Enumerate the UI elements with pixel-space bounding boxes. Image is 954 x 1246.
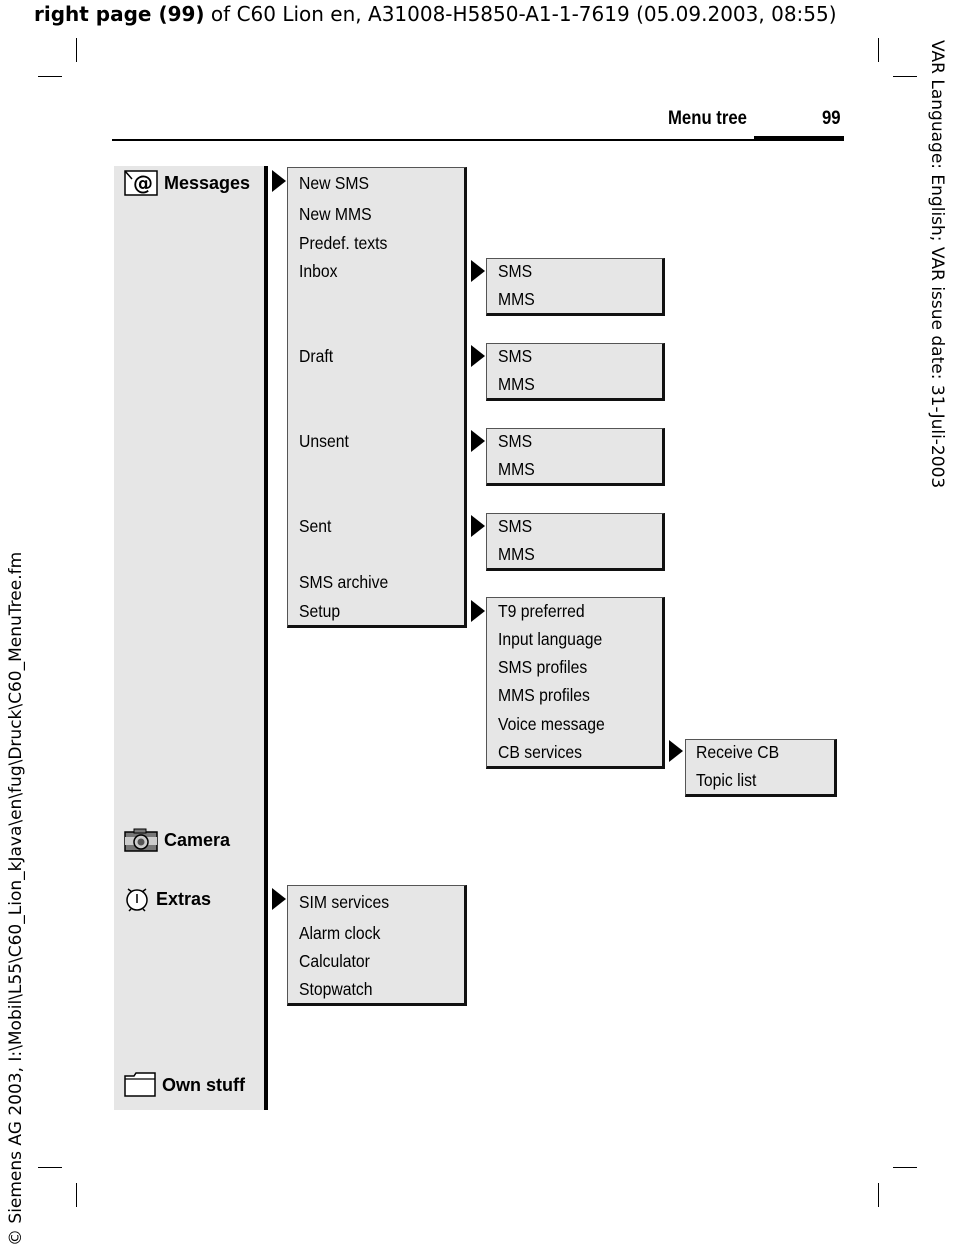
crop-mark xyxy=(76,38,77,62)
crop-mark xyxy=(76,1183,77,1207)
menu-item-new-mms[interactable]: New MMS xyxy=(299,204,372,224)
menu-item-draft[interactable]: Draft xyxy=(299,346,334,366)
menu-item-voice-message[interactable]: Voice message xyxy=(498,714,605,734)
alarm-clock-icon xyxy=(124,886,150,912)
main-menu-label: Own stuff xyxy=(162,1074,245,1095)
menu-item-alarm-clock[interactable]: Alarm clock xyxy=(299,923,381,943)
folder-icon xyxy=(124,1072,156,1098)
menu-item-sim-services[interactable]: SIM services xyxy=(299,892,390,912)
menu-item-sms-archive[interactable]: SMS archive xyxy=(299,572,389,592)
crop-mark xyxy=(893,1167,917,1168)
copyright-path-note: © Siemens AG 2003, I:\Mobil\L55\C60_Lion_kJava\en\fug\Druck\C60_MenuTree.fm xyxy=(6,551,26,1246)
menu-item-draft-sms[interactable]: SMS xyxy=(498,346,533,366)
page-title: Menu tree xyxy=(668,108,747,129)
menu-item-calculator[interactable]: Calculator xyxy=(299,951,370,971)
main-menu-column xyxy=(114,166,266,1110)
menu-item-inbox-mms[interactable]: MMS xyxy=(498,289,535,309)
submenu-arrow xyxy=(471,260,485,282)
header-rest: of C60 Lion en, A31008-H5850-A1-1-7619 (05.09.2003, 08:55) xyxy=(204,2,837,26)
camera-icon xyxy=(124,827,158,853)
menu-item-inbox-sms[interactable]: SMS xyxy=(498,261,533,281)
document-header xyxy=(34,2,837,26)
header-rule xyxy=(112,139,844,141)
menu-item-unsent-sms[interactable]: SMS xyxy=(498,431,533,451)
main-menu-label: Camera xyxy=(164,829,231,850)
menu-item-sent-sms[interactable]: SMS xyxy=(498,516,533,536)
crop-mark xyxy=(38,76,62,77)
menu-item-t9-preferred[interactable]: T9 preferred xyxy=(498,601,585,621)
menu-item-sent[interactable]: Sent xyxy=(299,516,332,536)
main-menu-column-border xyxy=(264,166,268,1110)
svg-text:@: @ xyxy=(133,171,153,195)
submenu-arrow xyxy=(669,740,683,762)
submenu-arrow xyxy=(272,170,286,192)
submenu-arrow xyxy=(471,600,485,622)
menu-item-unsent[interactable]: Unsent xyxy=(299,431,349,451)
header-bold: right page (99) xyxy=(34,2,205,26)
main-menu-label: Extras xyxy=(156,888,212,909)
main-menu-label: Messages xyxy=(164,172,251,193)
menu-item-unsent-mms[interactable]: MMS xyxy=(498,459,535,479)
page-number-bar xyxy=(754,136,844,141)
crop-mark xyxy=(38,1167,62,1168)
menu-item-setup[interactable]: Setup xyxy=(299,601,341,621)
submenu-arrow xyxy=(471,515,485,537)
menu-item-cb-services[interactable]: CB services xyxy=(498,742,583,762)
main-menu-extras[interactable] xyxy=(124,886,211,912)
main-menu-own-stuff[interactable] xyxy=(124,1072,245,1098)
menu-item-input-language[interactable]: Input language xyxy=(498,629,603,649)
page-number: 99 xyxy=(822,108,841,129)
crop-mark xyxy=(878,1183,879,1207)
menu-item-topic-list[interactable]: Topic list xyxy=(696,770,757,790)
menu-item-receive-cb[interactable]: Receive CB xyxy=(696,742,780,762)
submenu-arrow xyxy=(471,345,485,367)
menu-item-sms-profiles[interactable]: SMS profiles xyxy=(498,657,588,677)
main-menu-camera[interactable] xyxy=(124,827,230,853)
menu-item-inbox[interactable]: Inbox xyxy=(299,261,338,281)
menu-item-draft-mms[interactable]: MMS xyxy=(498,374,535,394)
menu-item-stopwatch[interactable]: Stopwatch xyxy=(299,979,373,999)
menu-item-predef-texts[interactable]: Predef. texts xyxy=(299,233,388,253)
at-envelope-icon xyxy=(124,170,158,196)
crop-mark xyxy=(893,76,917,77)
menu-item-new-sms[interactable]: New SMS xyxy=(299,173,370,193)
crop-mark xyxy=(878,38,879,62)
var-language-note: VAR Language: English; VAR issue date: 31-Juli-2003 xyxy=(927,40,947,489)
submenu-arrow xyxy=(272,888,286,910)
menu-item-mms-profiles[interactable]: MMS profiles xyxy=(498,685,590,705)
menu-item-sent-mms[interactable]: MMS xyxy=(498,544,535,564)
submenu-arrow xyxy=(471,430,485,452)
main-menu-messages[interactable] xyxy=(124,170,250,196)
